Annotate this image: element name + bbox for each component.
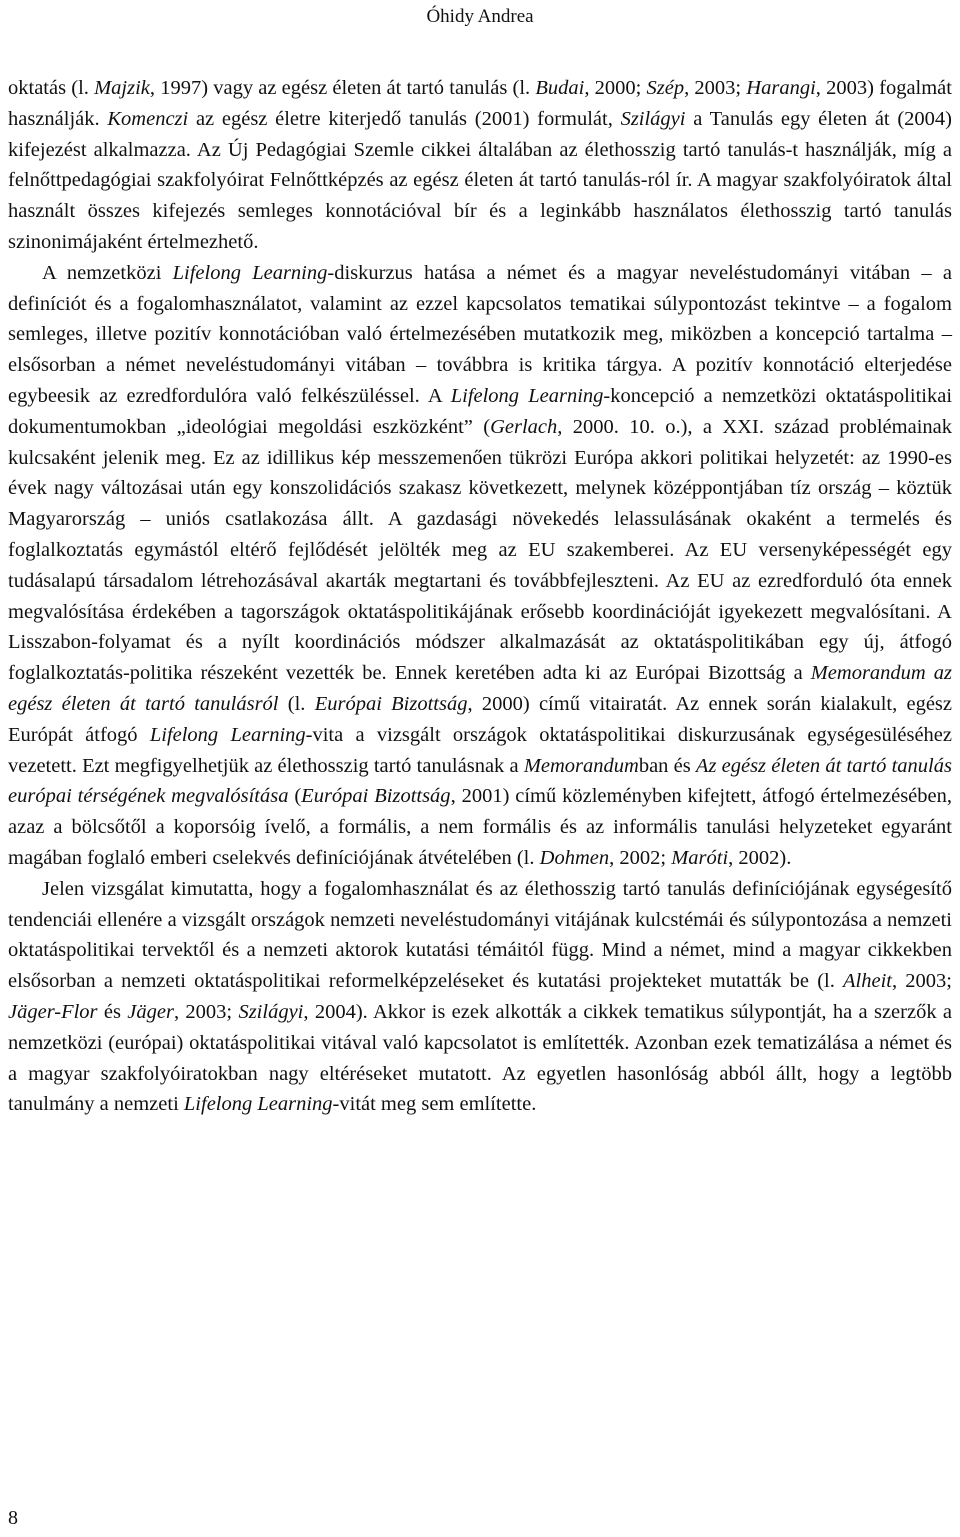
text-run: , 2000. 10. o.), a XXI. század problémainak kulcsaként jelenik meg. Ez az idillikus kép messzemenően tükrözi Európa akkori politikai helyzetét: az 1990-es évek nagy változásai után egy konszolidációs szakasz következett, melynek középpontjában tíz ország – köztük Magyarország – uniós csatlakozása állt. A gazdasági növekedés lelassulásának okaként a termelés és foglalkoztatás egymástól eltérő fejlődését jelölték meg az EU szakemberei. Az EU versenyképességét egy tudásalapú társadalom létrehozásával akarták megtartani és továbbfejleszteni. Az EU az ezredforduló óta ennek megvalósítása érdekében a tagországok oktatáspolitikájának erősebb koordinációját igyekezett megvalósítani. A Lisszabon-folyamat és a nyílt koordinációs módszer alkalmazását az oktatáspolitikában egy új, átfogó foglalkoztatás-politika részeként vezették be. Ennek keretében adta ki az Európai Bizottság a bbox=[8, 415, 952, 685]
italic-text-run: Lifelong Learning bbox=[183, 1093, 333, 1116]
text-run: , 2002). bbox=[728, 846, 792, 869]
text-run: , 2003; bbox=[173, 1000, 239, 1023]
italic-text-run: Gerlach bbox=[490, 415, 558, 438]
text-run: A nemzetközi bbox=[42, 261, 173, 284]
italic-text-run: Budai bbox=[535, 77, 585, 99]
text-run: az egész életre kiterjedő tanulás (2001) formulát, bbox=[188, 107, 621, 130]
italic-text-run: Jäger bbox=[127, 1000, 174, 1023]
italic-text-run: Lifelong Learning bbox=[149, 723, 306, 746]
italic-text-run: Harangi bbox=[746, 77, 816, 99]
body-text bbox=[8, 73, 952, 1120]
text-run: ban és bbox=[638, 754, 696, 777]
page-number: 8 bbox=[8, 1507, 18, 1529]
italic-text-run: Jäger-Flor bbox=[8, 1000, 98, 1023]
italic-text-run: Szilágyi bbox=[238, 1000, 304, 1023]
text-run: a Tanulás egy életen át (2004) kifejezést alkalmazza. Az Új Pedagógiai Szemle cikkei általában az élethosszig tartó tanulás-t használják, míg a felnőttpedagógiai szakfolyóirat Felnőttképzés az egész életen át tartó tanulás-ról ír. A magyar szakfolyóiratok által használt összes kifejezés semleges konnotációval bír és a leginkább használatos élethosszig tartó tanulás szinonimájaként értelmezhető. bbox=[8, 107, 952, 253]
text-run: , 2003; bbox=[684, 77, 747, 99]
text-run: , 2004). Akkor is ezek alkották a cikkek tematikus súlypontját, ha a szerzők a nemzetközi (európai) oktatáspolitikai vitával való kapcsolatot is említették. Azonban ezek tematizálása a német és a magyar szakfolyóiratokban nagy eltéréseket mutatott. Az egyetlen hasonlóság abból állt, hogy a legtöbb tanulmány a nemzeti bbox=[8, 1000, 953, 1116]
text-run: -koncepció a nemzetközi oktatáspolitikai dokumentumokban „ideológiai megoldási eszközként” ( bbox=[8, 384, 953, 438]
body-paragraph bbox=[8, 258, 952, 874]
italic-text-run: Komenczi bbox=[107, 107, 189, 130]
body-paragraph bbox=[8, 73, 952, 258]
italic-text-run: Memorandum az egész életen át tartó tanulásról bbox=[8, 662, 952, 715]
text-run: , 2000) című vitairatát. Az ennek során kialakult, egész Európát átfogó bbox=[8, 692, 953, 746]
italic-text-run: Dohmen bbox=[539, 846, 610, 869]
italic-text-run: Szilágyi bbox=[620, 107, 686, 130]
text-run: Jelen vizsgálat kimutatta, hogy a fogalomhasználat és az élethosszig tartó tanulás definíciójának egységesítő tendenciái ellenére a vizsgált országok nemzeti neveléstudományi vitájának kulcstémái és súlypontozása a nemzeti oktatáspolitikai tervektől és a nemzeti aktorok kutatási témáitól függ. Mind a német, mind a magyar cikkekben elsősorban a nemzeti oktatáspolitikai reformelképzeléseket és kutatási projekteket mutatták be (l. bbox=[8, 877, 952, 993]
text-run: , 2000; bbox=[584, 77, 647, 99]
italic-text-run: Lifelong Learning bbox=[172, 261, 328, 284]
running-header-author: Óhidy Andrea bbox=[426, 6, 534, 27]
text-run: (l. bbox=[278, 692, 315, 715]
text-run: -vita a vizsgált országok oktatáspolitikai diskurzusának egységesüléséhez vezetett. Ezt megfigyelhetjük az élethosszig tartó tanulásnak a bbox=[8, 723, 953, 777]
text-run: , 2001) című közleményben kifejtett, átfogó értelmezésében, azaz a bölcsőtől a koporsóig ívelő, a formális, a nem formális és az informális tanulási helyzeteket egyaránt magában foglaló emberi cselekvés definíciójának átvételében (l. bbox=[8, 785, 952, 869]
italic-text-run: Szép bbox=[646, 77, 685, 99]
italic-text-run: Memorandum bbox=[523, 754, 639, 777]
text-run: , 1997) vagy az egész életen át tartó tanulás (l. bbox=[149, 77, 536, 99]
text-run: , 2003; bbox=[892, 970, 952, 993]
text-run: , 2002; bbox=[609, 846, 672, 869]
text-run: és bbox=[97, 1000, 128, 1023]
italic-text-run: Európai Bizottság bbox=[301, 785, 451, 808]
text-run: -vitát meg sem említette. bbox=[332, 1093, 537, 1116]
body-paragraph bbox=[8, 874, 952, 1120]
text-run: oktatás (l. bbox=[8, 77, 95, 99]
italic-text-run: Maróti bbox=[671, 846, 729, 869]
italic-text-run: Az egész életen át tartó tanulás európai térségének megvalósítása bbox=[8, 754, 952, 808]
italic-text-run: Európai Bizottság bbox=[314, 692, 468, 715]
text-run: ( bbox=[288, 785, 302, 808]
text-run: , 2003) fogalmát használják. bbox=[8, 77, 952, 130]
text-run: -diskurzus hatása a német és a magyar neveléstudományi vitában – a definíciót és a fogalomhasználatot, valamint az ezzel kapcsolatos tematikai súlypontozást tekintve – a fogalom semleges, illetve pozitív konnotációban való értelmezésében mutatkozik meg, miközben a koncepció tartalma – elsősorban a német neveléstudományi vitában – továbbra is kritika tárgya. A pozitív konnotáció elterjedése egybeesik az ezredfordulóra való felkészüléssel. A bbox=[8, 261, 952, 407]
italic-text-run: Alheit bbox=[843, 970, 892, 993]
italic-text-run: Majzik bbox=[94, 77, 150, 99]
italic-text-run: Lifelong Learning bbox=[450, 384, 604, 407]
